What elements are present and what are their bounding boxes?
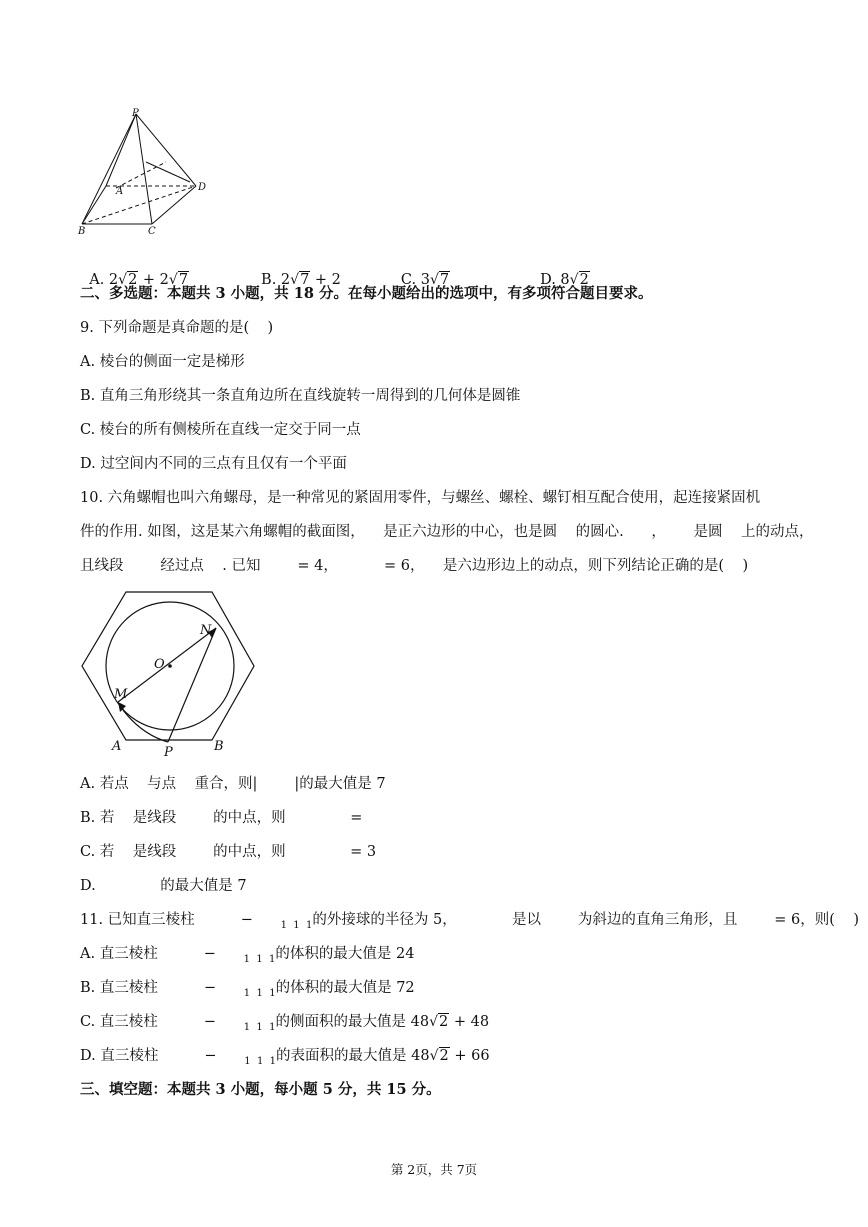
- pyramid-label-p: P: [132, 108, 139, 119]
- q9-option-b: B. 直角三角形绕其一条直角边所在直线旋转一周得到的几何体是圆锥: [80, 388, 521, 404]
- q8-option-b: B. 2√7 + 2: [261, 272, 341, 288]
- hexagon-figure: [76, 586, 266, 758]
- pyramid-label-d: D: [198, 182, 207, 193]
- q10-stem-line3: 且线段 经过点 . 已知 = 4， = 6， 是六边形边上的动点，则下列结论正确的是( ): [80, 558, 749, 574]
- q10-option-a: A. 若点 与点 重合，则| |的最大值是 7: [80, 776, 386, 792]
- q10-option-c: C. 若 是线段 的中点，则 = 3: [80, 844, 377, 860]
- page-footer: 第 2页，共 7页: [390, 1162, 478, 1177]
- pyramid-label-b: B: [78, 226, 86, 237]
- q10-option-d: D. 的最大值是 7: [80, 878, 247, 894]
- q10-stem-line1: 10. 六角螺帽也叫六角螺母，是一种常见的紧固用零件，与螺丝、螺栓、螺钉相互配合使用，起连接紧固机: [80, 490, 761, 506]
- q11-option-b: B. 直三棱柱 − $_{1 1 1}$的体积的最大值是 72: [80, 980, 415, 999]
- hex-label-p: P: [164, 745, 173, 758]
- pyramid-label-c: C: [148, 226, 156, 237]
- section3-title: 三、填空题：本题共 3 小题，每小题 5 分，共 15 分。: [80, 1081, 441, 1098]
- hex-label-n: N: [200, 623, 212, 638]
- q11-option-a: A. 直三棱柱 − $_{1 1 1}$的体积的最大值是 24: [80, 946, 415, 965]
- hex-label-m: M: [114, 687, 128, 702]
- q10-option-b: B. 若 是线段 的中点，则 =: [80, 810, 427, 826]
- hex-label-o: O: [154, 657, 165, 672]
- q9-option-a: A. 棱台的侧面一定是梯形: [80, 354, 245, 370]
- q11-option-c: C. 直三棱柱 − $_{1 1 1}$的侧面积的最大值是 48√2 + 48: [80, 1014, 490, 1033]
- q11-option-d: D. 直三棱柱 − $_{1 1 1}$的表面积的最大值是 48√2 + 66: [80, 1048, 490, 1067]
- q9-option-c: C. 棱台的所有侧棱所在直线一定交于同一点: [80, 422, 361, 438]
- section2-title: 二、多选题：本题共 3 小题，共 18 分。在每小题给出的选项中，有多项符合题目要求。: [80, 285, 653, 302]
- q9-option-d: D. 过空间内不同的三点有且仅有一个平面: [80, 456, 347, 472]
- hex-label-a: A: [112, 739, 122, 754]
- q8-option-d: D. 8√2: [540, 272, 589, 288]
- hex-label-b: B: [214, 739, 224, 754]
- q9-stem: 9. 下列命题是真命题的是( ): [80, 320, 274, 336]
- pyramid-label-a: A: [116, 186, 124, 197]
- pyramid-figure: [76, 106, 216, 238]
- q10-stem-line2: 件的作用. 如图，这是某六角螺帽的截面图， 是正六边形的中心，也是圆 的圆心. ， 是圆 上的动点，: [80, 524, 814, 540]
- q8-option-c: C. 3√7: [400, 272, 450, 288]
- q11-stem: 11. 已知直三棱柱 − $_{1 1 1}$的外接球的半径为 5， 是以 为斜边的直角三角形，且 = 6，则( ): [80, 912, 860, 931]
- q8-option-a: A. 2√2 + 2√7: [89, 272, 189, 288]
